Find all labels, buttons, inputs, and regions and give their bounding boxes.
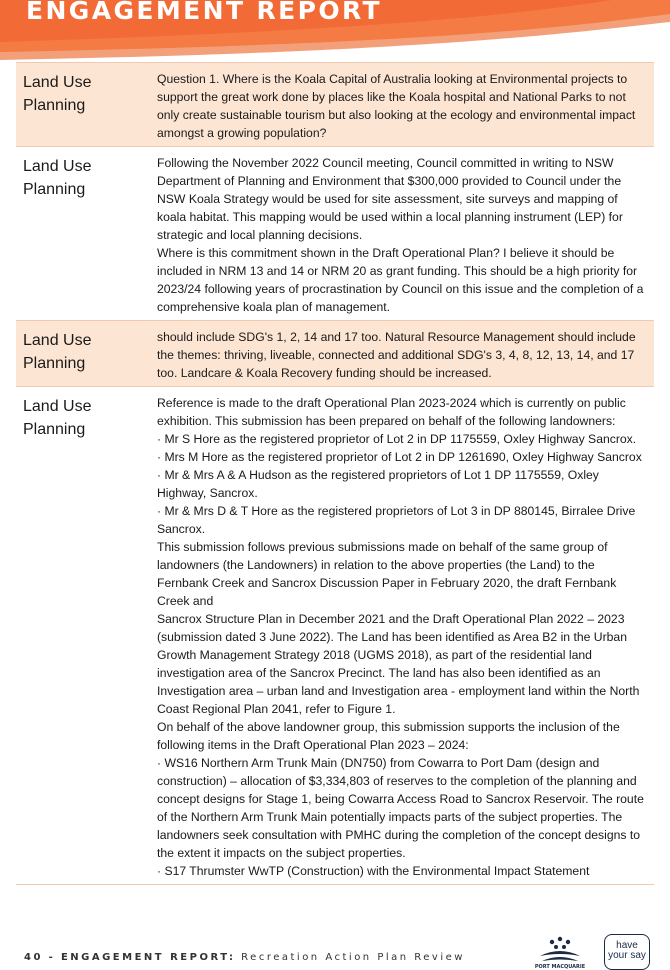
entry-body xyxy=(157,321,654,386)
entry-body xyxy=(157,63,654,146)
page-title: ENGAGEMENT REPORT xyxy=(26,0,382,25)
footer-report-title: ENGAGEMENT REPORT: xyxy=(60,952,236,963)
entry-body xyxy=(157,147,654,320)
entry-body xyxy=(157,387,654,884)
entry-row xyxy=(16,62,654,146)
have-your-say-badge xyxy=(604,934,650,970)
entry-paragraph: should include SDG's 1, 2, 14 and 17 too. Natural Resource Management should include the themes: thriving, liveable, connected and additional SDG's 3, 4, 8, 12, 13, 14, and 17 too. Landcare & Koala Recovery funding should be increased. xyxy=(157,330,636,380)
badge-line: your say xyxy=(608,950,646,961)
entry-paragraph: · Mr S Hore as the registered proprietor of Lot 2 in DP 1175559, Oxley Highway Sancrox. xyxy=(157,432,637,446)
entry-paragraph: Where is this commitment shown in the Draft Operational Plan? I believe it should be included in NRM 13 and 14 or NRM 20 as grant funding. This should be a high priority for 2023/24 following years of procrastination by Council on this issue and the completion of a comprehensive koala plan of management. xyxy=(157,246,644,314)
entry-paragraph: Following the November 2022 Council meeting, Council committed in writing to NSW Department of Planning and Environment that $300,000 provided to Council under the NSW Koala Strategy would be used for site assessment, site surveys and mapping of koala habitat. This mapping would be used within a local planning instrument (LEP) for strategic and local planning decisions. xyxy=(157,156,623,242)
entry-paragraph: · Mr & Mrs D & T Hore as the registered proprietors of Lot 3 in DP 880145, Birralee Drive Sancrox. xyxy=(157,504,636,536)
table-bottom-rule xyxy=(16,884,654,885)
entry-topic: Land Use Planning xyxy=(23,398,92,438)
page-footer xyxy=(24,952,465,963)
page-number: 40 xyxy=(24,952,43,963)
entries-table xyxy=(16,62,654,885)
entry-paragraph: · S17 Thrumster WwTP (Construction) with the Environmental Impact Statement xyxy=(157,864,590,878)
logo-text: PORT MACQUARIE xyxy=(534,964,586,970)
header-banner xyxy=(0,0,670,64)
entry-topic: Land Use Planning xyxy=(23,74,92,114)
entry-row xyxy=(16,146,654,320)
entry-paragraph: On behalf of the above landowner group, this submission supports the inclusion of the following items in the Draft Operational Plan 2023 – 2024: xyxy=(157,720,620,752)
entry-paragraph: · Mr & Mrs A & A Hudson as the registered proprietors of Lot 1 DP 1175559, Oxley Highway, Sancrox. xyxy=(157,468,599,500)
entry-row xyxy=(16,386,654,884)
footer-separator: - xyxy=(48,952,56,963)
entry-paragraph: Sancrox Structure Plan in December 2021 and the Draft Operational Plan 2022 – 2023 (submission dated 3 June 2022). The Land has been identified as Area B2 in the Urban Growth Management Strategy 2018 (UGMS 2018), as part of the residential land investigation area of the Sancrox Precinct. The land has also been identified as an Investigation area – urban land and Investigation area - employment land within the North Coast Regional Plan 2041, refer to Figure 1. xyxy=(157,612,640,716)
entry-row xyxy=(16,320,654,386)
entry-paragraph: This submission follows previous submissions made on behalf of the same group of landowners (the Landowners) in relation to the above properties (the Land) to the Fernbank Creek and Sancrox Discussion Paper in February 2020, the draft Fernbank Creek and xyxy=(157,540,617,608)
entry-topic: Land Use Planning xyxy=(23,332,92,372)
entry-paragraph: Question 1. Where is the Koala Capital of Australia looking at Environmental projects to support the great work done by places like the Koala hospital and National Parks to not only create sustainable tourism but also looking at the ecology and environmental impact amongst a growing population? xyxy=(157,72,636,140)
entry-paragraph: · Mrs M Hore as the registered proprietor of Lot 2 in DP 1261690, Oxley Highway Sancrox xyxy=(157,450,642,464)
entry-paragraph: · WS16 Northern Arm Trunk Main (DN750) from Cowarra to Port Dam (design and construction) – allocation of $3,334,803 of reserves to the completion of the planning and concept designs for Stage 1, being Cowarra Access Road to Sancrox Reservoir. The route of the Northern Arm Trunk Main potentially impacts parts of the subject properties. The landowners seek consultation with PMHC during the completion of the concept designs to the extent it impacts on the subject properties. xyxy=(157,756,644,860)
entry-paragraph: Reference is made to the draft Operational Plan 2023-2024 which is currently on public exhibition. This submission has been prepared on behalf of the following landowners: xyxy=(157,396,626,428)
footer-document-name: Recreation Action Plan Review xyxy=(241,952,465,963)
entry-topic: Land Use Planning xyxy=(23,158,92,198)
badge-line: have xyxy=(616,940,638,951)
